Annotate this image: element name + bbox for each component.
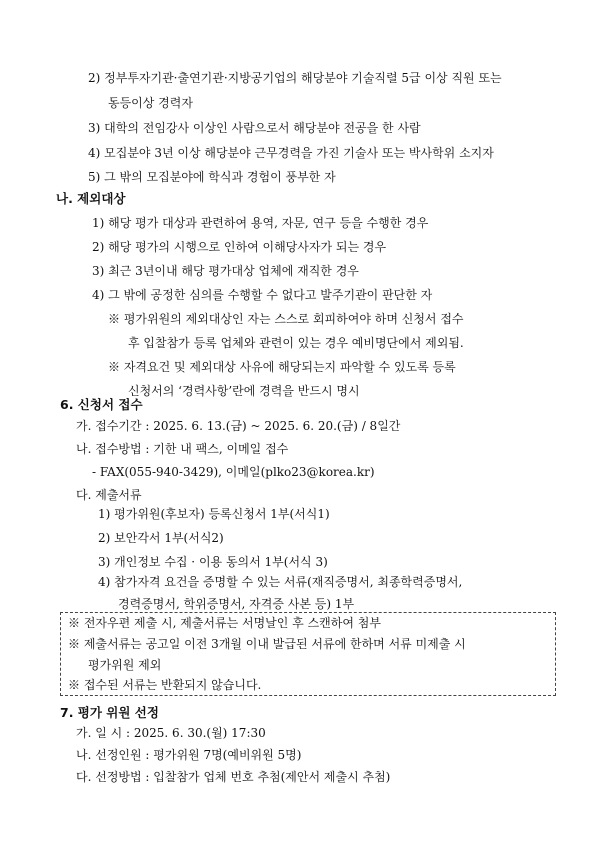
selection-date: 가. 일 시 : 2025. 6. 30.(월) 17:30 xyxy=(76,726,266,740)
document-item-1: 1) 평가위원(후보자) 등록신청서 1부(서식1) xyxy=(98,507,330,521)
qualification-item-2-line-1: 2) 정부투자기관·출연기관·지방공기업의 해당분야 기술직렬 5급 이상 직원 또는 xyxy=(88,71,502,85)
submission-contact: - FAX(055-940-3429), 이메일(plko23@korea.kr) xyxy=(92,465,375,479)
document-item-4-line-2: 경력증명서, 학위증명서, 자격증 사본 등) 1부 xyxy=(118,597,355,611)
exclusion-item-3: 3) 최근 3년이내 해당 평가대상 업체에 재직한 경우 xyxy=(92,264,359,278)
submission-documents-heading: 다. 제출서류 xyxy=(76,488,142,502)
notice-line-2: ※ 제출서류는 공고일 이전 3개월 이내 발급된 서류에 한하며 서류 미제출 시 xyxy=(68,637,466,651)
selection-heading: 7. 평가 위원 선정 xyxy=(60,705,159,720)
qualification-item-3: 3) 대학의 전임강사 이상인 사람으로서 해당분야 전공을 한 사람 xyxy=(88,121,421,135)
submission-method: 나. 접수방법 : 기한 내 팩스, 이메일 접수 xyxy=(76,442,289,456)
qualification-item-4: 4) 모집분야 3년 이상 해당분야 근무경력을 가진 기술사 또는 박사학위 소지자 xyxy=(88,146,494,160)
exclusion-item-2: 2) 해당 평가의 시행으로 인하여 이해당사자가 되는 경우 xyxy=(92,240,387,254)
selection-method: 다. 선정방법 : 입찰참가 업체 번호 추첨(제안서 제출시 추첨) xyxy=(76,770,391,784)
exclusion-heading: 나. 제외대상 xyxy=(56,191,126,206)
exclusion-note-2-line-1: ※ 자격요건 및 제외대상 사유에 해당되는지 파악할 수 있도록 등록 xyxy=(108,360,456,374)
exclusion-note-2-line-2: 신청서의 ‘경력사항’란에 경력을 반드시 명시 xyxy=(128,384,360,398)
exclusion-note-1-line-1: ※ 평가위원의 제외대상인 자는 스스로 회피하여야 하며 신청서 접수 xyxy=(108,312,464,326)
notice-line-4: ※ 접수된 서류는 반환되지 않습니다. xyxy=(68,678,262,692)
submission-heading: 6. 신청서 접수 xyxy=(60,397,143,412)
document-item-4-line-1: 4) 참가자격 요건을 증명할 수 있는 서류(재직증명서, 최종학력증명서, xyxy=(98,575,463,589)
document-item-2: 2) 보안각서 1부(서식2) xyxy=(98,531,224,545)
exclusion-item-1: 1) 해당 평가 대상과 관련하여 용역, 자문, 연구 등을 수행한 경우 xyxy=(92,216,429,230)
selection-count: 나. 선정인원 : 평가위원 7명(예비위원 5명) xyxy=(76,748,302,762)
document-item-3: 3) 개인정보 수집 · 이용 동의서 1부(서식 3) xyxy=(98,555,328,569)
submission-period: 가. 접수기간 : 2025. 6. 13.(금) ~ 2025. 6. 20.(금) / 8일간 xyxy=(76,419,401,433)
notice-line-1: ※ 전자우편 제출 시, 제출서류는 서명날인 후 스캔하여 첨부 xyxy=(68,616,381,630)
exclusion-item-4: 4) 그 밖에 공정한 심의를 수행할 수 없다고 발주기관이 판단한 자 xyxy=(92,288,433,302)
qualification-item-2-line-2: 동등이상 경력자 xyxy=(108,96,193,110)
qualification-item-5: 5) 그 밖의 모집분야에 학식과 경험이 풍부한 자 xyxy=(88,170,336,184)
notice-line-3: 평가위원 제외 xyxy=(88,658,162,672)
exclusion-note-1-line-2: 후 입찰참가 등록 업체와 관련이 있는 경우 예비명단에서 제외됨. xyxy=(128,336,464,350)
